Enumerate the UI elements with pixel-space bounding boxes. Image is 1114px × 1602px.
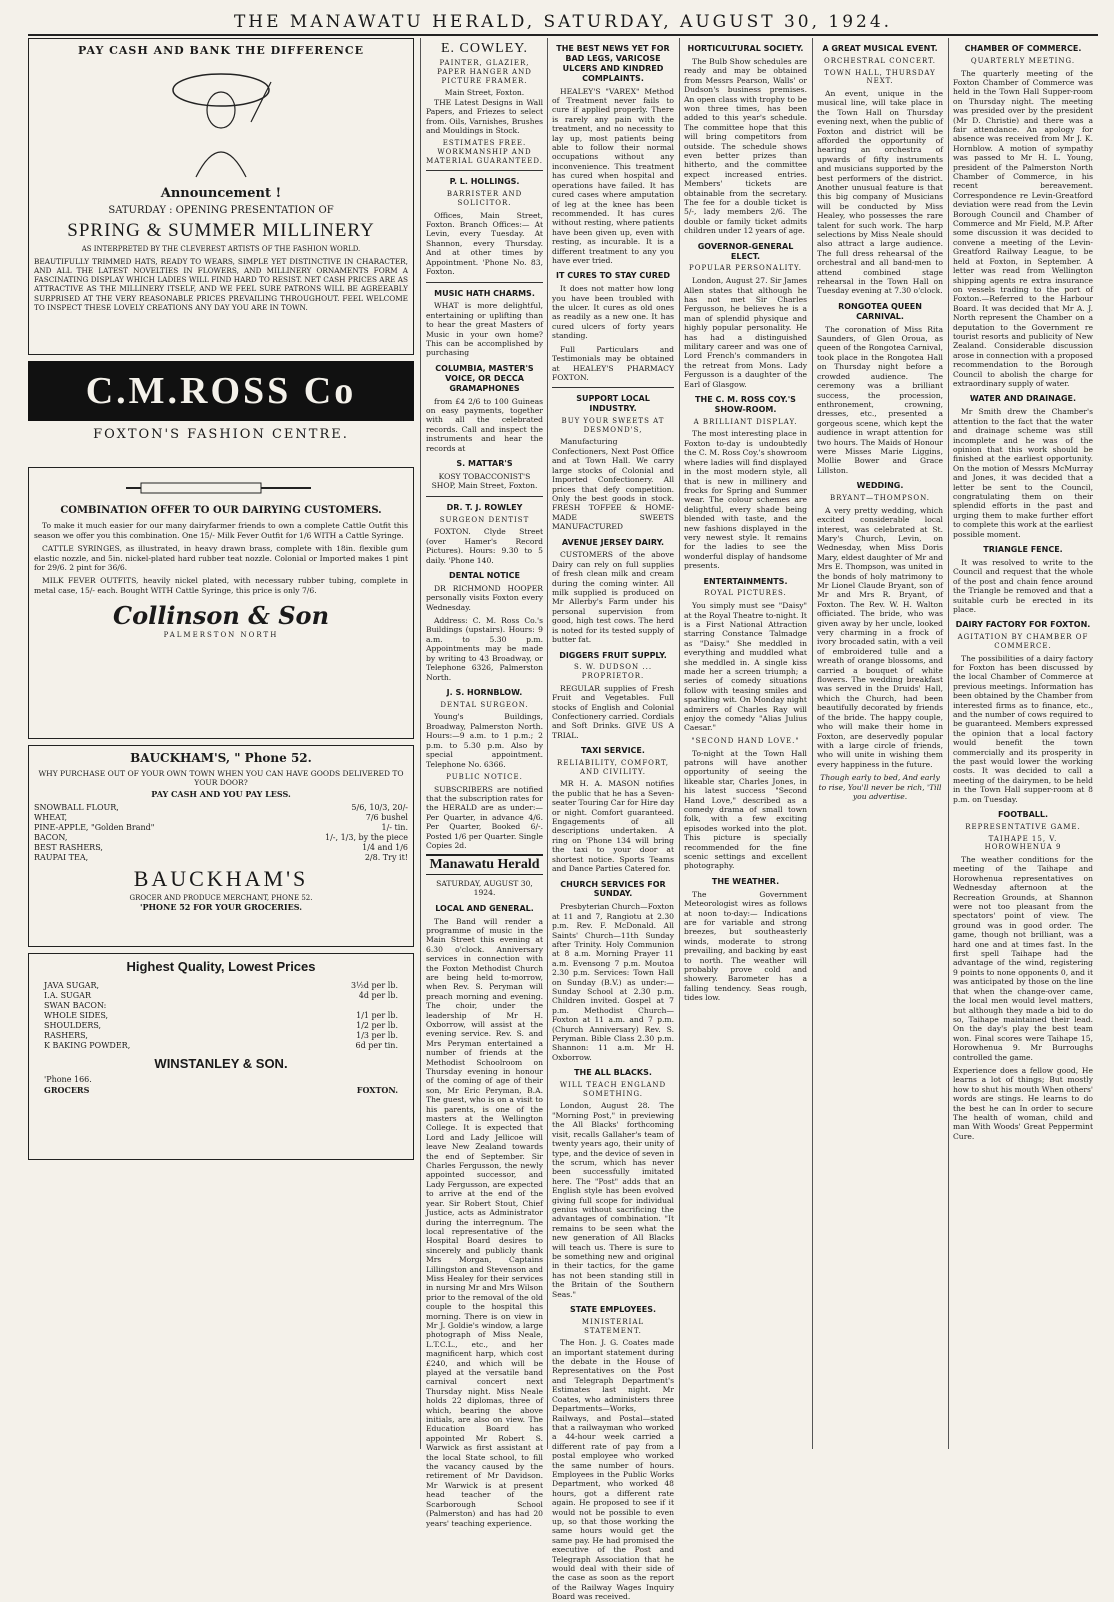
column-rule <box>812 38 813 1449</box>
wedding-text: A very pretty wedding, which excited considerable local interest, was celebrated at St. Mary's Church, Levin, on Wednesday, when Miss Doris Mary, eldest daughter of Mr and Mrs E. Thompson, was united in the bonds of holy matrimony to Mr Lionel Claude Bryant, son of Mr and Mrs R. Bryant, of Foxton. The Rev. W. H. Walton officiated. The bride, who was given away by her uncle, looked very charming in a frock of ivory brocaded satin, with a veil of embroidered tulle and a wreath of orange blossoms, and carried a bouquet of white flowers. The wedding breakfast was served in the Druids' Hall, which the Church, had been beautifully decorated by friends of the bride. The happy couple, who will make their home in Foxton, are deservedly popular with a large circle of friends, who will unite in wishing them every happiness in the future. <box>817 505 943 769</box>
weather-text: The Government Meteorologist wires as follows at noon to-day:— Indications are for variable and strong breezes, but southeasterly winds, moderate to strong prevailing, and backing by east to north. The weather will probably prove cold and showery. Barometer has a falling tendency. Seas rough, tides low. <box>684 889 807 1003</box>
rongotea-text: The coronation of Miss Rita Saunders, of Glen Oroua, as queen of the Rongotea Carnival, took place in the Rongotea Hall on Thursday night before a crowded audience. The ceremony was a brilliant success, the procession, enthronement, crowning, dresses, etc., presented a gorgeous scene, which kept the audience in wrapt attention for two hours. The Maids of Honour were Misses Marie Liggins, Mollie Bower and Grace Lillston. <box>817 324 943 475</box>
price-row <box>34 823 408 833</box>
rowley-text: FOXTON. Clyde Street (over Hamer's Record Pictures). Hours: 9.30 to 5 daily. 'Phone 140. <box>426 527 543 565</box>
collinson-ad <box>28 467 414 739</box>
water-heading: WATER AND DRAINAGE. <box>969 394 1077 404</box>
chamber-heading: CHAMBER OF COMMERCE. <box>964 44 1082 53</box>
rep-sub: REPRESENTATIVE GAME. <box>965 822 1081 831</box>
item-name: WHEAT, <box>34 813 68 823</box>
score-line: TAIHAPE 15, V. HOROWHENUA 9 <box>984 834 1062 852</box>
cures-heading: IT CURES TO STAY CURED <box>555 271 671 281</box>
bauckham-why: WHY PURCHASE OUT OF YOUR OWN TOWN WHEN YOU CAN HAVE GOODS DELIVERED TO YOUR DOOR? <box>38 768 404 788</box>
column-5 <box>817 38 943 1449</box>
lady-hat-illustration <box>156 62 286 182</box>
paycash-heading: PAY CASH AND BANK THE DIFFERENCE <box>77 44 365 57</box>
healey-text: Full Particulars and Testimonials may be obtained at HEALEY'S PHARMACY FOXTON. <box>552 344 674 382</box>
price-row <box>44 1041 398 1051</box>
hollings-name: P. L. HOLLINGS. <box>449 177 520 187</box>
opening-line: SATURDAY : OPENING PRESENTATION OF <box>108 204 334 216</box>
item-price: 1/- tin. <box>381 823 408 833</box>
desmond-text: Manufacturing Confectioners, Next Post Office and at Town Hall. We carry large stocks of Colonial and Imported Confectionery. All prices that defy competition. Only the best goods in stock. FRESH TOFFEE & HOME-MADE SWEETS MANUFACTURED <box>552 437 674 532</box>
verse: Experience does a fellow good, He learns a lot of things; But mostly how to shut his mouth When others' words are stings. He learns to do the best he can In order to secure The health of woman, child and man With Woods' Great Peppermint Cure. <box>953 1065 1093 1141</box>
milkfever-text: MILK FEVER OUTFITS, heavily nickel plated, with necessary rubber tubing, complete in metal case, 15/- each. Bought WITH Cattle Syringe, this price is only 7/6. <box>34 576 408 595</box>
ross-logo: C.M.ROSS Co <box>28 361 414 421</box>
subscribers-text: SUBSCRIBERS are notified that the subscription rates for the HERALD are as under:— Per Quarter, in advance 4/6. Per Quarter, Booked 6/-. Posted 1/6 per Quarter. Single Copies 2d. <box>426 784 543 851</box>
wallpaper-text: THE Latest Designs in Wall Papers, and Friezes to select from. Oils, Varnishes, Brushes and Mouldings in Stock. <box>426 97 543 135</box>
water-text: Mr Smith drew the Chamber's attention to the fact that the water and drainage scheme was still incomplete and he was of the opinion that this work should be finished at the earliest opportunity. On the motion of Messrs McMurray and Jones, it was decided that a letter be sent to the Council, congratulating them on their splendid efforts in the past and urging them to make further effort to complete this work at the earliest possible moment. <box>953 407 1093 539</box>
avenue-heading: AVENUE JERSEY DAIRY. <box>561 537 665 547</box>
columbia-heading: COLUMBIA, MASTER'S VOICE, OR DECCA GRAMAPHONES <box>435 363 534 393</box>
price-row <box>44 1011 398 1021</box>
collinson-logo: Collinson & Son <box>112 601 330 631</box>
taxi-sub: RELIABILITY, COMFORT, AND CIVILITY. <box>557 759 669 776</box>
football-text: The weather conditions for the meeting of the Taihape and Horowhenua representatives on Wednesday afternoon at the Recreation Grounds, at Shannon were not too pleasant from the spectators' point of view. The ground was in good order. The game, though not brilliant, was a hard one and at times fast. In the first spell Taihape had the advantage of the wind, registering 9 points to none opponents 0, and it was anticipated by those on the line that when the change-over came, the local men would level matters, but although they made a bid to do so, Taihape maintained their lead. On the day's play the best team won. Final scores were Taihape 15, Horowhenua 9. Mr Burroughs controlled the game. <box>953 855 1093 1062</box>
price-row <box>34 843 408 853</box>
desmond-heading: BUY YOUR SWEETS AT DESMOND'S, <box>561 417 665 434</box>
bauckhams-wordmark: BAUCKHAM'S <box>133 865 309 891</box>
grocers-label: GROCERS <box>44 1085 90 1096</box>
dental-notice: DENTAL NOTICE <box>449 570 520 580</box>
state-heading: STATE EMPLOYEES. <box>569 1305 656 1314</box>
shl-heading: "SECOND HAND LOVE." <box>691 736 800 745</box>
gov-text: London, August 27. Sir James Allen states that although he has not met Sir Charles Fergusson, he believes he is a man of splendid physique and highly popular personality. He has had a distinguished military career and was one of Lord French's commanders in the retreat from Mons. Lady Fergusson is a daughter of the Earl of Glasgow. <box>684 276 807 389</box>
divider <box>426 282 543 283</box>
weather-heading: THE WEATHER. <box>711 876 780 886</box>
cowley-address: Main Street, Foxton. <box>444 88 525 98</box>
masthead: THE MANAWATU HERALD, SATURDAY, AUGUST 30, 1924. <box>28 12 1098 36</box>
column-4 <box>684 38 807 1449</box>
mattar-name: S. MATTAR'S <box>456 459 513 469</box>
item-name: BACON, <box>34 833 68 843</box>
item-name: K BAKING POWDER, <box>44 1040 131 1050</box>
public-notice: PUBLIC NOTICE. <box>446 772 523 781</box>
music-text: WHAT is more delightful, entertaining or uplifting than to hear the great Masters of Music in your own home? This can be accomplished by purchasing <box>426 301 543 358</box>
item-price: 1/-, 1/3, by the piece <box>325 833 408 843</box>
price-row <box>34 813 408 823</box>
gov-sub: POPULAR PERSONALITY. <box>689 264 802 273</box>
gov-heading: GOVERNOR-GENERAL ELECT. <box>697 241 794 261</box>
column-3 <box>552 38 674 1602</box>
item-price: 2/8. Try it! <box>364 852 408 862</box>
item-name: JAVA SUGAR, <box>44 981 100 991</box>
item-price: 7/6 bushel <box>365 813 408 823</box>
item-price: 1/4 and 1/6 <box>362 843 408 852</box>
column-rule <box>420 38 421 1449</box>
item-price: 6d per tin. <box>355 1040 398 1050</box>
millinery-title: SPRING & SUMMER MILLINERY <box>67 220 375 242</box>
hollings-text: Offices, Main Street, Foxton. Branch Offices:— At Levin, every Tuesday. At Shannon, every Thursday. And at other times by Appointment. 'Phone No. 83, Foxton. <box>426 210 543 277</box>
townhall-line: TOWN HALL, THURSDAY NEXT. <box>824 68 936 86</box>
ent-sub: ROYAL PICTURES. <box>704 589 787 598</box>
herald-nameplate: Manawatu Herald <box>426 854 543 874</box>
church-text: Presbyterian Church—Foxton at 11 and 7, Rangiotu at 2.30 p.m. Rev. F. McDonald. All Saints' Church—11th Sunday after Trinity. Holy Communion at 8 a.m. Morning Prayer 11 a.m. Evensong 7 p.m. Moutoa 2.30 p.m. Services: Town Hall on Sunday (B.V.) as under:—Sunday School at 2.30 p.m. Children invited. Gospel at 7 p.m. Methodist Church—Foxton at 11 a.m. and 7 p.m. (Church Anniversary) Rev. S. Peryman. Bible Class 2.30 p.m. Shannon: 11 a.m. Mr H. Oxborrow. <box>552 902 674 1062</box>
dairy-heading: DAIRY FACTORY FOR FOXTON. <box>955 620 1091 630</box>
dudson-line: S. W. DUDSON ... PROPRIETOR. <box>573 663 653 681</box>
price-row <box>34 853 408 863</box>
barrister-line: BARRISTER AND SOLICITOR. <box>446 190 523 207</box>
item-price: 4d per lb. <box>358 991 398 1001</box>
hooper-text: DR RICHMOND HOOPER personally visits Foxton every Wednesday. <box>426 583 543 612</box>
triangle-heading: TRIANGLE FENCE. <box>983 544 1063 554</box>
local-heading: LOCAL AND GENERAL. <box>435 903 534 913</box>
hq-price-list <box>44 981 398 1050</box>
support-heading: SUPPORT LOCAL INDUSTRY. <box>576 394 650 414</box>
combo-heading: COMBINATION OFFER TO OUR DAIRYING CUSTOMERS. <box>60 505 382 516</box>
ross-logo-block <box>28 361 414 461</box>
poem: Though early to bed, And early to rise, You'll never be rich, 'Till you advertise. <box>818 773 942 801</box>
item-price: 1/3 per lb. <box>356 1030 398 1040</box>
hort-text: The Bulb Show schedules are ready and may be obtained from Messrs Pearson, Walls' or Dudson's business premises. An open class with trophy to be won three times, has been added to this year's schedule. The committee hope that this will bring competitors from outside. The schedule shows even better prizes than hitherto, and the committee expect increased entries. Members' tickets are obtainable from the secretary. The fee for a double ticket is 5/-, lady members 2/6. The double or family ticket admits children under 12 years of age. <box>684 56 807 236</box>
grocer-line: GROCER AND PRODUCE MERCHANT, PHONE 52. <box>129 894 313 903</box>
hornblow-sub: DENTAL SURGEON. <box>440 700 529 709</box>
divider <box>426 170 543 171</box>
surgeon-line: SURGEON DENTIST <box>439 515 530 524</box>
hornblow-text: Young's Buildings, Broadway, Palmerston North. Hours:—9 a.m. to 1 p.m.; 2 p.m. to 5.30 p.m. Also by special appointment. Telephone No. 6366. <box>426 712 543 769</box>
column-rule <box>679 38 680 1449</box>
column-2 <box>426 38 543 1528</box>
syringes-text: CATTLE SYRINGES, as illustrated, in heavy drawn brass, complete with 18in. flexible gum elastic nozzle, and 5in. nickel-plated hard rubber teat nozzle. Colonial or Imported makes 1 pint for 29/6. 2 pint for 36/6. <box>34 544 408 573</box>
price-row <box>44 1031 398 1041</box>
wedding-names: BRYANT—THOMPSON. <box>830 494 930 503</box>
varex-text: HEALEY'S "VAREX" Method of Treatment never fails to cure if applied properly. There is rarely any pain with the treatment, and no necessity to lay up, most patients being able to follow their normal occupations without any inconvenience. This treatment has cured when hospital and operations have failed. It has cured cases where amputation of leg at the knee has been recommended. It has cures without resting, where patients have been given up, even with resting, as incurable. It is a different treatment to any you have ever tried. <box>552 86 674 265</box>
ent-heading: ENTERTAINMENTS. <box>703 576 788 586</box>
mattar-shop: KOSY TOBACCONIST'S SHOP, Main Street, Foxton. <box>431 471 538 491</box>
hort-heading: HORTICULTURAL SOCIETY. <box>687 44 804 53</box>
interpreted-line: AS INTERPRETED BY THE CLEVEREST ARTISTS OF THE FASHION WORLD. <box>81 244 361 253</box>
ross-showroom-heading: THE C. M. ROSS COY.'S SHOW-ROOM. <box>695 394 796 414</box>
announcement-heading: Announcement ! <box>160 185 282 201</box>
cowley-trade: PAINTER, GLAZIER, PAPER HANGER AND PICTURE FRAMER. <box>437 59 532 85</box>
syringe-icon <box>121 473 321 501</box>
cowley-name: E. COWLEY. <box>440 41 529 56</box>
church-heading: CHURCH SERVICES FOR SUNDAY. <box>560 879 666 899</box>
diggers-text: REGULAR supplies of Fresh Fruit and Vegetables. Full stocks of English and Colonial Confectionery carried. Cordials and Soft Drinks. GIVE US A TRIAL. <box>552 683 674 740</box>
item-name: RASHERS, <box>44 1030 88 1040</box>
phone52-line: 'PHONE 52 FOR YOUR GROCERIES. <box>140 901 302 912</box>
avenue-text: CUSTOMERS of the above Dairy can rely on full supplies of fresh clean milk and cream during the coming winter. All milk supplied is produced on Mr Allerby's Farm under his personal supervision from good, high test cows. The herd is noted for its tested supply of butter fat. <box>552 550 674 645</box>
foxton-label: FOXTON. <box>356 1085 398 1096</box>
bad-legs-heading: THE BEST NEWS YET FOR BAD LEGS, VARICOSE ULCERS AND KINDRED COMPLAINTS. <box>556 44 670 83</box>
item-name: BEST RASHERS, <box>34 843 103 852</box>
column-6 <box>953 38 1093 1449</box>
football-heading: FOOTBALL. <box>997 810 1049 820</box>
phone166: 'Phone 166. <box>44 1074 92 1084</box>
rowley-name: DR. T. J. ROWLEY <box>446 502 523 512</box>
item-name: PINE-APPLE, "Golden Brand" <box>34 823 155 833</box>
item-price: 5/6, 10/3, 20/- <box>351 803 408 813</box>
ent-text: You simply must see "Daisy" at the Royal Theatre to-night. It is a First National Attraction starring Constance Talmadge as "Daisy." She meddled in everything and muddled what she meddled in. A single kiss made her a screen triumph; a series of comedy situations follow with teasing smiles and sparkling wit. On Monday night admirers of Charles Ray will enjoy the comedy "Alias Julius Caesar." <box>684 601 807 733</box>
hooper-address: Address: C. M. Ross Co.'s Buildings (upstairs). Hours: 9 a.m. to 5.30 p.m. Appointments may be made by writing to 43 Broadway, or Telephone 6326, Palmerston North. <box>426 616 543 682</box>
price-row <box>34 803 408 813</box>
wedding-heading: WEDDING. <box>856 481 904 491</box>
price-row <box>44 1001 398 1011</box>
allblacks-heading: THE ALL BLACKS. <box>574 1068 652 1078</box>
item-price: 3½d per lb. <box>351 981 398 991</box>
allblacks-text: London, August 28. The "Morning Post," in previewing the All Blacks' forthcoming visit, recalls Gallaher's team of twenty years ago, their unity of type, and the device of seven in the scrum, which has never been successfully imitated here. The "Post" adds that an English style has been evolved giving full scope for individual genius without sacrificing the advantages of combination. "It remains to be seen what the new generation of All Blacks will teach us. There is sure to be something new and original in their tactics, for the game has not been standing still in the Britain of the Southern Seas." <box>552 1101 674 1299</box>
bauckham-ad <box>28 745 414 947</box>
musical-heading: A GREAT MUSICAL EVENT. <box>822 44 938 53</box>
millinery-blurb: BEAUTIFULLY TRIMMED HATS, READY TO WEARS, SIMPLE YET DISTINCTIVE IN CHARACTER, AND ALL THE LATEST NOVELTIES IN FLOWERS, AND MILLINERY ORNAMENTS FORM A FASCINATING DISPLAY WHICH LADIES WILL FIND HARD TO RESIST. NET CASH PRICES ARE AS ATTRACTIVE AS THE MILLINERY ITSELF, AND WE FEEL SURE PATRONS WILL BE AGREEABLY SURPRISED AT THE VERY REASONABLE PRICES PREVAILING THROUGHOUT. FEEL WELCOME TO INSPECT THESE LOVELY CREATIONS ANY DAY YOU ARE IN TOWN. <box>34 257 408 312</box>
quarterly-sub: QUARTERLY MEETING. <box>970 56 1076 65</box>
dairy-sub: AGITATION BY CHAMBER OF COMMERCE. <box>957 633 1089 650</box>
palmerston-line: PALMERSTON NORTH <box>163 630 279 639</box>
cures-text: It does not matter how long you have been troubled with the ulcer. It cures as old ones as readily as a new one. It has cured ulcers of forty years standing. <box>552 284 674 341</box>
column-ads-left <box>28 38 414 1449</box>
column-rule <box>948 38 949 1449</box>
rongotea-heading: RONGOTEA QUEEN CARNIVAL. <box>838 301 922 321</box>
bauckham-phone-heading: BAUCKHAM'S, " Phone 52. <box>130 751 312 765</box>
price-row <box>44 1021 398 1031</box>
diggers-heading: DIGGERS FRUIT SUPPLY. <box>559 650 667 660</box>
music-heading: MUSIC HATH CHARMS. <box>434 288 535 298</box>
winstanley-ad <box>28 953 414 1160</box>
combo-text: To make it much easier for our many dairyfarmer friends to own a complete Cattle Outfit this season we offer you this combination. One 15/- Milk Fever Outfit for 1/6 WITH a Cattle Syringe. <box>34 521 408 540</box>
winstanley-name: WINSTANLEY & SON. <box>154 1056 288 1072</box>
item-price: 1/1 per lb. <box>356 1010 398 1020</box>
ross-millinery-ad <box>28 38 414 355</box>
divider <box>552 387 674 388</box>
item-name: SHOULDERS, <box>44 1020 102 1030</box>
item-name: SWAN BACON: <box>44 1000 107 1010</box>
item-price: 1/2 per lb. <box>356 1020 398 1030</box>
price-row <box>44 981 398 991</box>
estimates-line: ESTIMATES FREE. WORKMANSHIP AND MATERIAL GUARANTEED. <box>426 139 543 165</box>
paycash-less: PAY CASH AND YOU PAY LESS. <box>151 789 291 800</box>
musical-text: An event, unique in the musical line, will take place in the Town Hall on Thursday evening next, when the public of Foxton and district will be afforded the opportunity of hearing an orchestra of upwards of fifty instruments and musicians supported by the best performers of the district. Another unusual feature is that this big company of Musicians will be conducted by Miss Healey, who possesses the rare talent for such work. The harp selections by Miss Neale should also attract a large audience. The full dress rehearsal of the orchestral and all band-men to attend combined stage rehearsal in the Town Hall on Tuesday evening at 7.30 o'clock. <box>817 88 943 296</box>
hornblow-name: J. S. HORNBLOW. <box>446 687 523 697</box>
shl-text: To-night at the Town Hall patrons will have another opportunity of seeing the likeable star, Charles Jones, in his latest success "Second Hand Love," described as a comedy drama of small town folk, with a few exciting episodes worked into the plot. This picture is specially recommended for the fine scenic settings and excellent photography. <box>684 748 807 871</box>
item-name: I.A. SUGAR <box>44 991 91 1001</box>
chamber-text: The quarterly meeting of the Foxton Chamber of Commerce was held in the Town Hall Supper-room on Thursday night. The meeting was presided over by the president (Mr D. Christie) and there was a fair attendance. An apology for absence was received from Mr J. K. Hornblow. A motion of sympathy was passed to Mr H. L. Young, president of the Palmerston North Chamber of Commerce, in his recent bereavement. Correspondence re Levin-Greatford deviation were read from the Levin Borough Council and Chamber of Commerce and Mr Field, M.P. After some discussion it was decided to convene a meeting of the Levin-Greatford Railway League, to be held at Foxton, in September. A letter was read from Wellington shipping agents re extra insurance on vessels trading to the port of Foxton.—Referred to the Harbour Board. It was decided that Mr A. J. North represent the Chamber on a deputation to the Government re tourist resorts and publicity of New Zealand. Considerable discussion arose in connection with a proposed recommendation to the Borough Council to abolish the charge for extraordinary supply of water. <box>953 68 1093 388</box>
item-name: RAUPAI TEA, <box>34 852 89 862</box>
item-name: WHOLE SIDES, <box>44 1010 109 1020</box>
local-text: The Band will render a programme of music in the Main Street this evening at 6.30 o'clock. Anniversary services in connection with the Foxton Methodist Church are being held to-morrow, when Rev. S. Peryman will preach morning and evening. The choir, under the leadership of Mr H. Oxborrow, will assist at the evening service. Rev. S. and Mrs Peryman entertained a number of friends at the Methodist Schoolroom on Thursday evening in honour of the coming of age of their son, Mr Eric Peryman, B.A. The guest, who is on a visit to his parents, is one of the masters at the Wellington College. It is expected that Lord and Lady Jellicoe will leave New Zealand towards the end of September. Sir Charles Fergusson, the newly appointed successor, and Lady Fergusson, are expected to arrive at the end of the year. Sir Robert Stout, Chief Justice, acts as Administrator during the interregnum. The local representative of the Hospital Board desires to sincerely and publicly thank Mrs Morgan, Captains Lillingston and Stevenson and Miss Healey for their services in nursing Mr and Mrs Wilson prior to the removal of the old couple to the hospital this morning. There is on view in Mr J. Goldie's window, a large photograph of Miss Neale, L.T.C.L., etc., and her magnificent harp, which cost £240, and which will be played at the versatile band carnival concert next Thursday night. Miss Neale holds 22 diplomas, three of which, bearing the above initials, are also on view. The Education Board has appointed Mr Robert S. Warwick as first assistant at the local State school, to fill the vacancy caused by the retirement of Mr Davidson. Mr Warwick is at present head teacher of the Scarborough School (Palmerston) and has had 20 years' teaching experience. <box>426 916 543 1528</box>
ross-showroom-text: The most interesting place in Foxton to-day is undoubtedly the C. M. Ross Coy.'s showroom where ladies will find displayed in the most modern style, all that is new in millinery and frocks for Spring and Summer wear. The colour schemes are delightful, every shade being blended with taste, and the new fashions displayed in the very newest style. It remains for the ladies to see the wonderful display of handsome presents. <box>684 429 807 571</box>
divider <box>426 496 543 497</box>
dairy-text: The possibilities of a dairy factory for Foxton has been discussed by the local Chamber of Commerce at previous meetings. Information has been obtained by the Chamber from interested firms as to finance, etc., and the number of cows required to be guaranteed. Members expressed the opinion that a local factory would benefit the town commercially and its prosperity in the past would lower the working costs. It was decided to call a meeting of the dairymen, to be held in the Town Hall supper-room at 8 p.m. on Tuesday. <box>953 653 1093 804</box>
allblacks-sub: WILL TEACH ENGLAND SOMETHING. <box>559 1081 667 1098</box>
herald-date: SATURDAY, AUGUST 30, 1924. <box>436 878 533 898</box>
taxi-heading: TAXI SERVICE. <box>581 746 645 756</box>
taxi-text: MR H. A. MASON notifies the public that he has a Seven-seater Touring Car for Hire day or night. Comfort guaranteed. Engagements of all descriptions undertaken. A ring on 'Phone 134 will bring the taxi to your door at shortest notice. Sports Teams and Dance Parties Catered for. <box>552 779 674 874</box>
price-row <box>44 991 398 1001</box>
triangle-text: It was resolved to write to the Council and request that the whole of the post and chain fence around the Triangle be removed and that a suitable curb be erected in its place. <box>953 557 1093 614</box>
hq-heading: Highest Quality, Lowest Prices <box>126 959 316 974</box>
column-rule <box>547 38 548 1449</box>
bauckham-price-list <box>34 803 408 862</box>
fashion-centre-line: FOXTON'S FASHION CENTRE. <box>93 427 349 442</box>
state-text: The Hon. J. G. Coates made an important statement during the debate in the House of Representatives on the Post and Telegraph Department's Estimates last night. Mr Coates, who administers three Departments—Works, Railways, and Postal—stated that a railwayman who worked a 44-hour week carried a different rate of pay from a postal employee who worked the same number of hours. Employees in the Public Works Department, who worked 48 hours, got a different rate again. He proposed to see if it would not be possible to even up, so that those working the same hours would get the same pay. He had promised the executive of the Post and Telegraph Association that he would deal with their side of the case as soon as the report of the Railway Wages Inquiry Board was received. <box>552 1338 674 1602</box>
ross-showroom-sub: A BRILLIANT DISPLAY. <box>693 417 798 426</box>
state-sub: MINISTERIAL STATEMENT. <box>581 1317 645 1335</box>
price-row <box>34 833 408 843</box>
item-name: SNOWBALL FLOUR, <box>34 803 119 813</box>
columbia-text: from £4 2/6 to 100 Guineas on easy payments, together with all the celebrated records. Call and inspect the instruments and hear the records at <box>426 396 543 453</box>
musical-sub: ORCHESTRAL CONCERT. <box>824 56 936 65</box>
